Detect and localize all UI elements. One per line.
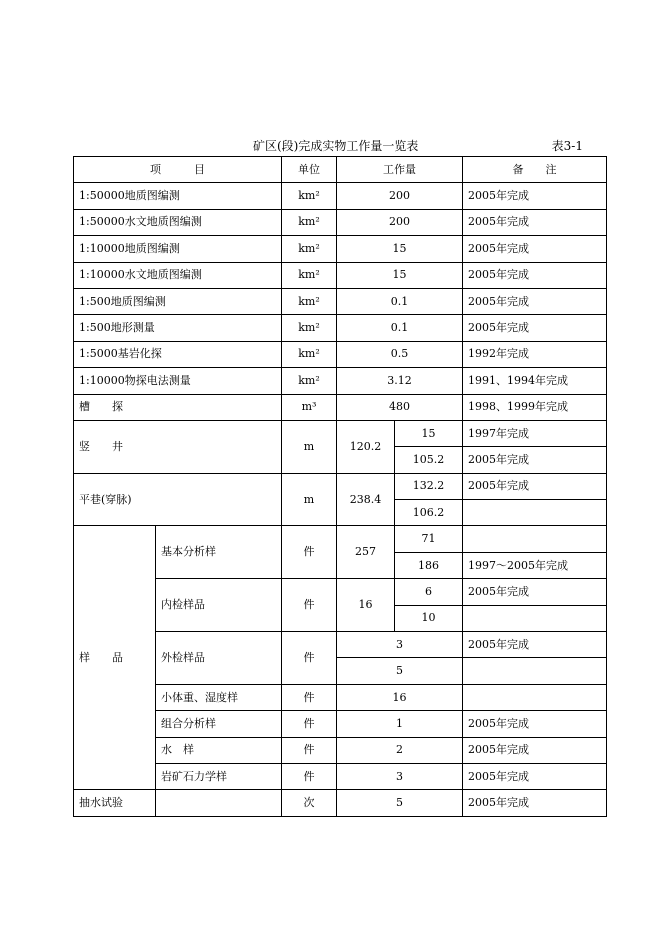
sample-external-remark xyxy=(463,658,607,684)
sample-basic-part: 186 xyxy=(395,552,463,578)
sample-internal-unit: 件 xyxy=(282,579,337,632)
adit-part: 106.2 xyxy=(395,500,463,526)
sample-rock-unit: 件 xyxy=(282,763,337,789)
row-qty: 200 xyxy=(337,183,463,209)
sample-external-part: 3 xyxy=(337,632,463,658)
row-item: 1:500地质图编测 xyxy=(74,288,282,314)
pumping-empty xyxy=(156,790,282,816)
header-remark: 备 注 xyxy=(463,157,607,183)
row-qty: 15 xyxy=(337,262,463,288)
adit-unit: m xyxy=(282,473,337,526)
sample-basic-part: 71 xyxy=(395,526,463,552)
shaft-item: 竖 井 xyxy=(74,420,282,473)
header-workload: 工作量 xyxy=(337,157,463,183)
row-qty: 15 xyxy=(337,236,463,262)
sample-basic-name: 基本分析样 xyxy=(156,526,282,579)
table-row-shaft xyxy=(74,420,607,446)
sample-rock-qty: 3 xyxy=(337,763,463,789)
sample-water-name: 水 样 xyxy=(156,737,282,763)
row-unit: km² xyxy=(282,341,337,367)
header-item: 项 目 xyxy=(74,157,282,183)
sample-internal-part: 6 xyxy=(395,579,463,605)
row-remark: 1991、1994年完成 xyxy=(463,368,607,394)
row-unit: m³ xyxy=(282,394,337,420)
adit-total: 238.4 xyxy=(337,473,395,526)
sample-basic-unit: 件 xyxy=(282,526,337,579)
row-item: 1:5000基岩化探 xyxy=(74,341,282,367)
row-remark: 2005年完成 xyxy=(463,315,607,341)
samples-group: 样 品 xyxy=(74,526,156,790)
row-remark: 2005年完成 xyxy=(463,262,607,288)
pumping-item: 抽水试验 xyxy=(74,790,156,816)
sample-rock-remark: 2005年完成 xyxy=(463,763,607,789)
sample-internal-name: 内检样品 xyxy=(156,579,282,632)
table-row-sample xyxy=(74,526,607,552)
row-unit: km² xyxy=(282,288,337,314)
row-qty: 0.1 xyxy=(337,315,463,341)
row-remark: 2005年完成 xyxy=(463,183,607,209)
row-qty: 3.12 xyxy=(337,368,463,394)
shaft-part: 15 xyxy=(395,420,463,446)
sample-basic-remark xyxy=(463,526,607,552)
table-row xyxy=(74,288,607,314)
row-item: 1:10000地质图编测 xyxy=(74,236,282,262)
table-title: 矿区(段)完成实物工作量一览表 xyxy=(253,139,419,153)
table-row xyxy=(74,315,607,341)
row-qty: 0.1 xyxy=(337,288,463,314)
sample-density-unit: 件 xyxy=(282,684,337,710)
sample-internal-remark xyxy=(463,605,607,631)
table-row xyxy=(74,209,607,235)
adit-part: 132.2 xyxy=(395,473,463,499)
sample-water-unit: 件 xyxy=(282,737,337,763)
adit-remark xyxy=(463,500,607,526)
sample-external-name: 外检样品 xyxy=(156,632,282,685)
row-remark: 2005年完成 xyxy=(463,209,607,235)
row-qty: 200 xyxy=(337,209,463,235)
sample-combo-qty: 1 xyxy=(337,711,463,737)
sample-water-remark: 2005年完成 xyxy=(463,737,607,763)
sample-external-unit: 件 xyxy=(282,632,337,685)
sample-combo-unit: 件 xyxy=(282,711,337,737)
sample-internal-part: 10 xyxy=(395,605,463,631)
row-remark: 1992年完成 xyxy=(463,341,607,367)
row-remark: 1998、1999年完成 xyxy=(463,394,607,420)
header-unit: 单位 xyxy=(282,157,337,183)
row-remark: 2005年完成 xyxy=(463,288,607,314)
row-item: 槽 探 xyxy=(74,394,282,420)
table-row xyxy=(74,394,607,420)
row-unit: km² xyxy=(282,236,337,262)
shaft-unit: m xyxy=(282,420,337,473)
row-qty: 480 xyxy=(337,394,463,420)
table-row xyxy=(74,368,607,394)
table-caption xyxy=(73,135,605,155)
row-qty: 0.5 xyxy=(337,341,463,367)
sample-combo-name: 组合分析样 xyxy=(156,711,282,737)
shaft-total: 120.2 xyxy=(337,420,395,473)
row-item: 1:10000物探电法测量 xyxy=(74,368,282,394)
table-row xyxy=(74,236,607,262)
row-unit: km² xyxy=(282,262,337,288)
row-item: 1:10000水文地质图编测 xyxy=(74,262,282,288)
pumping-remark: 2005年完成 xyxy=(463,790,607,816)
adit-remark: 2005年完成 xyxy=(463,473,607,499)
sample-combo-remark: 2005年完成 xyxy=(463,711,607,737)
shaft-remark: 1997年完成 xyxy=(463,420,607,446)
row-unit: km² xyxy=(282,183,337,209)
row-unit: km² xyxy=(282,209,337,235)
row-item: 1:50000水文地质图编测 xyxy=(74,209,282,235)
row-unit: km² xyxy=(282,315,337,341)
adit-item: 平巷(穿脉) xyxy=(74,473,282,526)
workload-table xyxy=(73,156,607,817)
sample-basic-remark: 1997～2005年完成 xyxy=(463,552,607,578)
shaft-remark: 2005年完成 xyxy=(463,447,607,473)
row-item: 1:50000地质图编测 xyxy=(74,183,282,209)
row-unit: km² xyxy=(282,368,337,394)
sample-basic-total: 257 xyxy=(337,526,395,579)
sample-internal-remark: 2005年完成 xyxy=(463,579,607,605)
sample-density-name: 小体重、湿度样 xyxy=(156,684,282,710)
table-number: 表3-1 xyxy=(551,139,583,153)
sample-external-part: 5 xyxy=(337,658,463,684)
sample-water-qty: 2 xyxy=(337,737,463,763)
sample-density-qty: 16 xyxy=(337,684,463,710)
table-row xyxy=(74,262,607,288)
row-item: 1:500地形测量 xyxy=(74,315,282,341)
header-row xyxy=(74,157,607,183)
sample-rock-name: 岩矿石力学样 xyxy=(156,763,282,789)
pumping-unit: 次 xyxy=(282,790,337,816)
table-row-pumping xyxy=(74,790,607,816)
table-row xyxy=(74,183,607,209)
table-row xyxy=(74,341,607,367)
shaft-part: 105.2 xyxy=(395,447,463,473)
row-remark: 2005年完成 xyxy=(463,236,607,262)
table-row-adit xyxy=(74,473,607,499)
sample-external-remark: 2005年完成 xyxy=(463,632,607,658)
pumping-qty: 5 xyxy=(337,790,463,816)
sample-density-remark xyxy=(463,684,607,710)
sample-internal-total: 16 xyxy=(337,579,395,632)
